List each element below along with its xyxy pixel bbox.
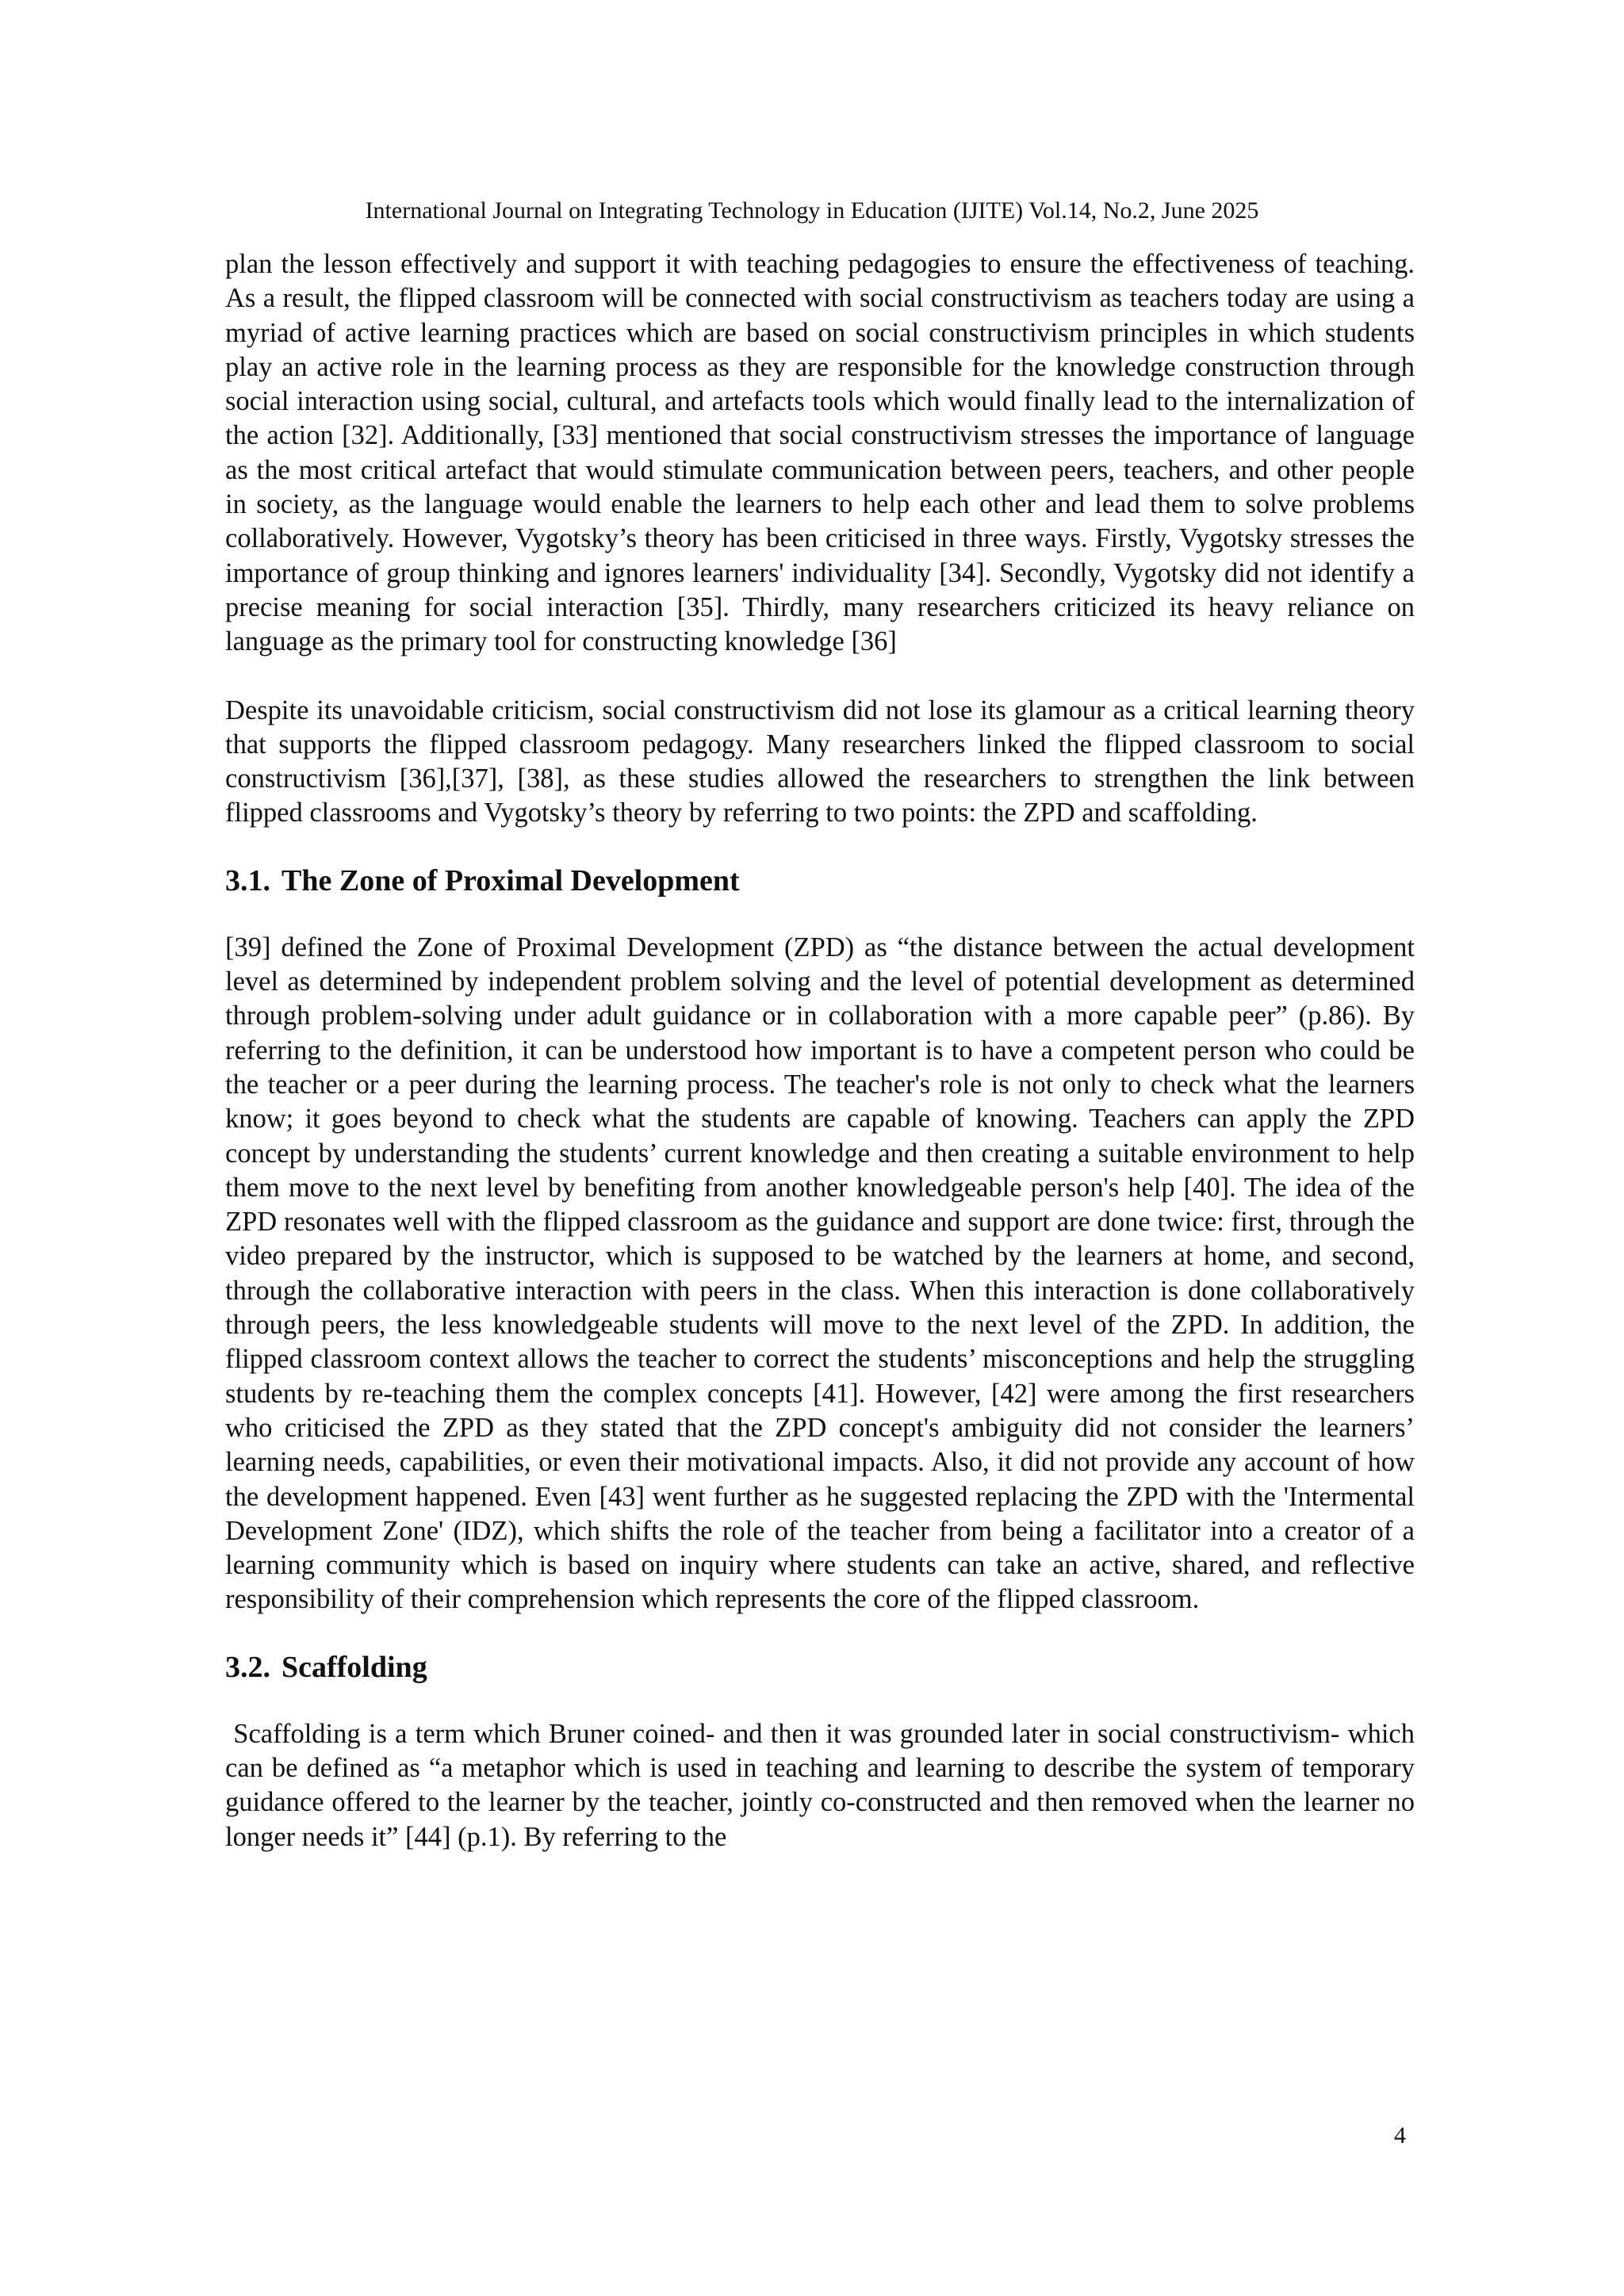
- article-body: [225, 247, 1422, 1854]
- paragraph-social-constructivism: plan the lesson effectively and support it with teaching pedagogies to ensure the effectiveness of teaching. As a result, the flipped classroom will be connected with social constructivism as teachers today are using a myriad of active learning practices which are based on social constructivism principles in which students play an active role in the learning process as they are responsible for the knowledge construction through social interaction using social, cultural, and artefacts tools which would finally lead to the internalization of the action [32]. Additionally, [33] mentioned that social constructivism stresses the importance of language as the most critical artefact that would stimulate communication between peers, teachers, and other people in society, as the language would enable the learners to help each other and lead them to solve problems collaboratively. However, Vygotsky’s theory has been criticised in three ways. Firstly, Vygotsky stresses the importance of group thinking and ignores learners' individuality [34]. Secondly, Vygotsky did not identify a precise meaning for social interaction [35]. Thirdly, many researchers criticized its heavy reliance on language as the primary tool for constructing knowledge [36]: [225, 249, 1415, 657]
- paragraph-criticism: Despite its unavoidable criticism, social constructivism did not lose its glamour as a critical learning theory that supports the flipped classroom pedagogy. Many researchers linked the flipped classroom to social constructivism [36],[37], [38], as these studies allowed the researchers to strengthen the link between flipped classrooms and Vygotsky’s theory by referring to two points: the ZPD and scaffolding.: [225, 695, 1415, 828]
- section-heading-zpd: [225, 861, 1415, 901]
- section-heading-scaffolding: [225, 1647, 1415, 1687]
- paragraph-zpd: [39] defined the Zone of Proximal Development (ZPD) as “the distance between the actual development level as determined by independent problem solving and the level of potential development as determined through problem-solving under adult guidance or in collaboration with a more capable peer” (p.86). By referring to the definition, it can be understood how important is to have a competent person who could be the teacher or a peer during the learning process. The teacher's role is not only to check what the learners know; it goes beyond to check what the students are capable of knowing. Teachers can apply the ZPD concept by understanding the students’ current knowledge and then creating a suitable environment to help them move to the next level by benefiting from another knowledgeable person's help [40]. The idea of the ZPD resonates well with the flipped classroom as the guidance and support are done twice: first, through the video prepared by the instructor, which is supposed to be watched by the learners at home, and second, through the collaborative interaction with peers in the class. When this interaction is done collaboratively through peers, the less knowledgeable students will move to the next level of the ZPD. In addition, the flipped classroom context allows the teacher to correct the students’ misconceptions and help the struggling students by re-teaching them the complex concepts [41]. However, [42] were among the first researchers who criticised the ZPD as they stated that the ZPD concept's ambiguity did not consider the learners’ learning needs, capabilities, or even their motivational impacts. Also, it did not provide any account of how the development happened. Even [43] went further as he suggested replacing the ZPD with the 'Intermental Development Zone' (IDZ), which shifts the role of the teacher from being a facilitator into a creator of a learning community which is based on inquiry where students can take an active, shared, and reflective responsibility of their comprehension which represents the core of the flipped classroom.: [225, 932, 1415, 1615]
- paragraph-scaffolding: Scaffolding is a term which Bruner coined- and then it was grounded later in social constructivism- which can be defined as “a metaphor which is used in teaching and learning to describe the system of temporary guidance offered to the learner by the teacher, jointly co-constructed and then removed when the learner no longer needs it” [44] (p.1). By referring to the: [225, 1718, 1422, 1852]
- section-number: 3.2.: [225, 1650, 270, 1684]
- page-number: 4: [1394, 2122, 1406, 2149]
- section-title: Scaffolding: [282, 1650, 427, 1684]
- section-title: The Zone of Proximal Development: [282, 863, 740, 897]
- section-number: 3.1.: [225, 863, 270, 897]
- running-header: International Journal on Integrating Technology in Education (IJITE) Vol.14, No.2, June 2025: [365, 197, 1259, 224]
